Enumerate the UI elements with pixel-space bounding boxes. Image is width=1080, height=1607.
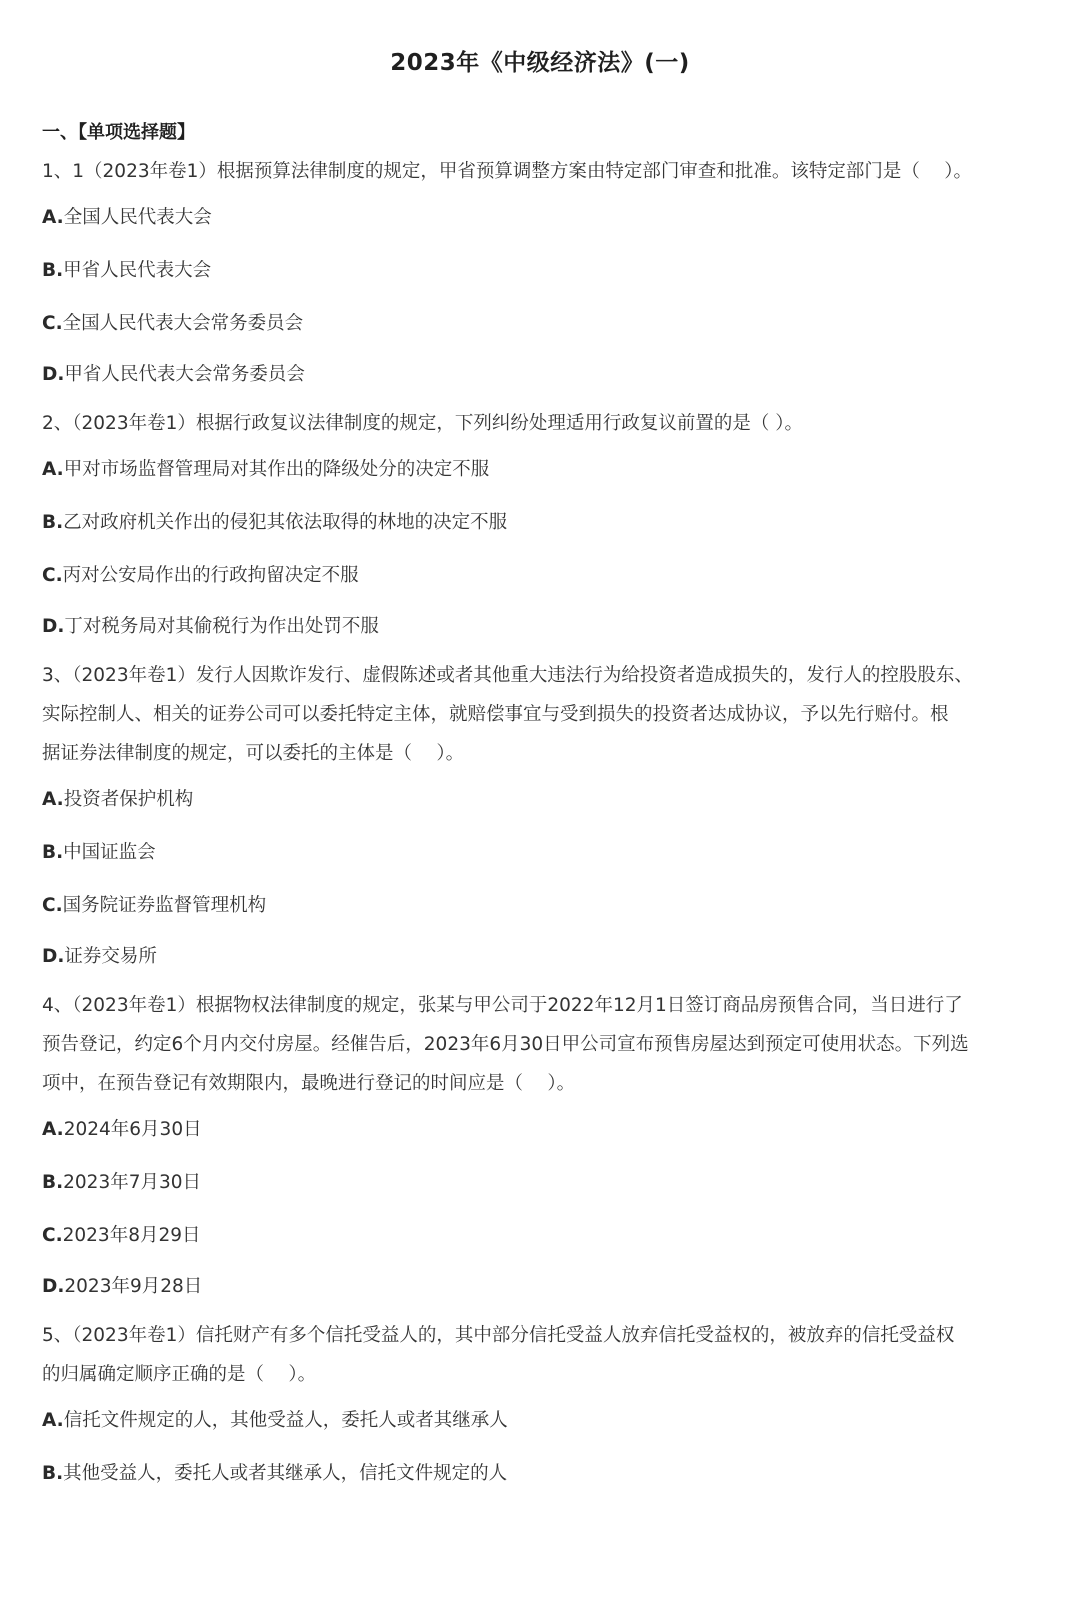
option-letter: D.: [42, 364, 65, 385]
option-c: [42, 1209, 1042, 1262]
page-title: 2023年《中级经济法》(一): [390, 50, 690, 76]
option-b: [42, 496, 1042, 549]
option-letter: B.: [42, 512, 64, 533]
option-text: 丙对公安局作出的行政拘留决定不服: [62, 565, 359, 586]
option-a: [42, 1103, 1042, 1156]
option-b: [42, 244, 1042, 297]
option-a: [42, 773, 1042, 826]
question-stem-line: 据证券法律制度的规定，可以委托的主体是（ ）。: [42, 743, 465, 764]
option-letter: D.: [42, 1276, 65, 1297]
question-stem: [42, 656, 1042, 773]
option-a: [42, 191, 1042, 244]
option-d: [42, 612, 1042, 642]
option-c: [42, 297, 1042, 350]
option-text: 丁对税务局对其偷税行为作出处罚不服: [64, 616, 379, 637]
option-text: 2023年7月30日: [63, 1172, 202, 1193]
question-stem-line: 1、1（2023年卷1）根据预算法律制度的规定，甲省预算调整方案由特定部门审查和批准。该特定部门是（ ）。: [42, 161, 973, 182]
option-text: 证券交易所: [64, 946, 157, 967]
option-text: 全国人民代表大会常务委员会: [62, 313, 304, 334]
question-stem-line: 预告登记，约定6个月内交付房屋。经催告后，2023年6月30日甲公司宣布预售房屋达到预定可使用状态。下列选: [42, 1034, 969, 1055]
option-letter: B.: [42, 1172, 64, 1193]
option-letter: C.: [42, 313, 63, 334]
option-letter: C.: [42, 565, 63, 586]
question-5: [42, 1316, 1042, 1500]
question-stem-line: 实际控制人、相关的证券公司可以委托特定主体，就赔偿事宜与受到损失的投资者达成协议，予以先行赔付。根: [42, 704, 949, 725]
option-text: 2024年6月30日: [63, 1119, 202, 1140]
option-letter: A.: [42, 1410, 64, 1431]
option-b: [42, 1156, 1042, 1209]
option-a: [42, 443, 1042, 496]
option-text: 其他受益人，委托人或者其继承人，信托文件规定的人: [63, 1463, 508, 1484]
question-stem-line: 项中，在预告登记有效期限内，最晚进行登记的时间应是（ ）。: [42, 1073, 576, 1094]
question-stem: [42, 1316, 1042, 1394]
option-c: [42, 549, 1042, 602]
option-letter: D.: [42, 616, 65, 637]
question-stem-line: 2、（2023年卷1）根据行政复议法律制度的规定，下列纠纷处理适用行政复议前置的是（ ）。: [42, 413, 804, 434]
option-letter: B.: [42, 260, 64, 281]
question-3: [42, 656, 1042, 972]
option-text: 中国证监会: [63, 842, 156, 863]
option-text: 国务院证券监督管理机构: [62, 895, 267, 916]
option-b: [42, 1447, 1042, 1500]
section-heading: 一、【单项选择题】: [42, 122, 195, 143]
option-text: 全国人民代表大会: [63, 207, 212, 228]
option-text: 2023年8月29日: [62, 1225, 201, 1246]
option-text: 投资者保护机构: [63, 789, 194, 810]
question-stem: [42, 152, 1042, 191]
question-stem: [42, 986, 1042, 1103]
option-b: [42, 826, 1042, 879]
option-letter: A.: [42, 207, 64, 228]
question-stem-line: 4、（2023年卷1）根据物权法律制度的规定，张某与甲公司于2022年12月1日签订商品房预售合同，当日进行了: [42, 995, 963, 1016]
question-stem-line: 5、（2023年卷1）信托财产有多个信托受益人的，其中部分信托受益人放弃信托受益权的，被放弃的信托受益权: [42, 1325, 955, 1346]
question-stem-line: 3、（2023年卷1）发行人因欺诈发行、虚假陈述或者其他重大违法行为给投资者造成损失的，发行人的控股股东、: [42, 665, 973, 686]
option-letter: B.: [42, 1463, 64, 1484]
option-text: 信托文件规定的人，其他受益人，委托人或者其继承人: [63, 1410, 508, 1431]
question-stem-line: 的归属确定顺序正确的是（ ）。: [42, 1364, 317, 1385]
option-text: 甲省人民代表大会: [63, 260, 212, 281]
question-2: [42, 404, 1042, 642]
option-letter: D.: [42, 946, 65, 967]
option-d: [42, 1272, 1042, 1302]
option-letter: C.: [42, 895, 63, 916]
option-d: [42, 360, 1042, 390]
option-a: [42, 1394, 1042, 1447]
option-letter: B.: [42, 842, 64, 863]
option-text: 2023年9月28日: [64, 1276, 203, 1297]
option-c: [42, 879, 1042, 932]
question-1: [42, 152, 1042, 390]
option-d: [42, 942, 1042, 972]
option-text: 乙对政府机关作出的侵犯其依法取得的林地的决定不服: [63, 512, 508, 533]
question-stem: [42, 404, 1042, 443]
option-text: 甲对市场监督管理局对其作出的降级处分的决定不服: [63, 459, 490, 480]
option-text: 甲省人民代表大会常务委员会: [64, 364, 305, 385]
option-letter: A.: [42, 459, 64, 480]
question-4: [42, 986, 1042, 1302]
option-letter: C.: [42, 1225, 63, 1246]
option-letter: A.: [42, 789, 64, 810]
option-letter: A.: [42, 1119, 64, 1140]
